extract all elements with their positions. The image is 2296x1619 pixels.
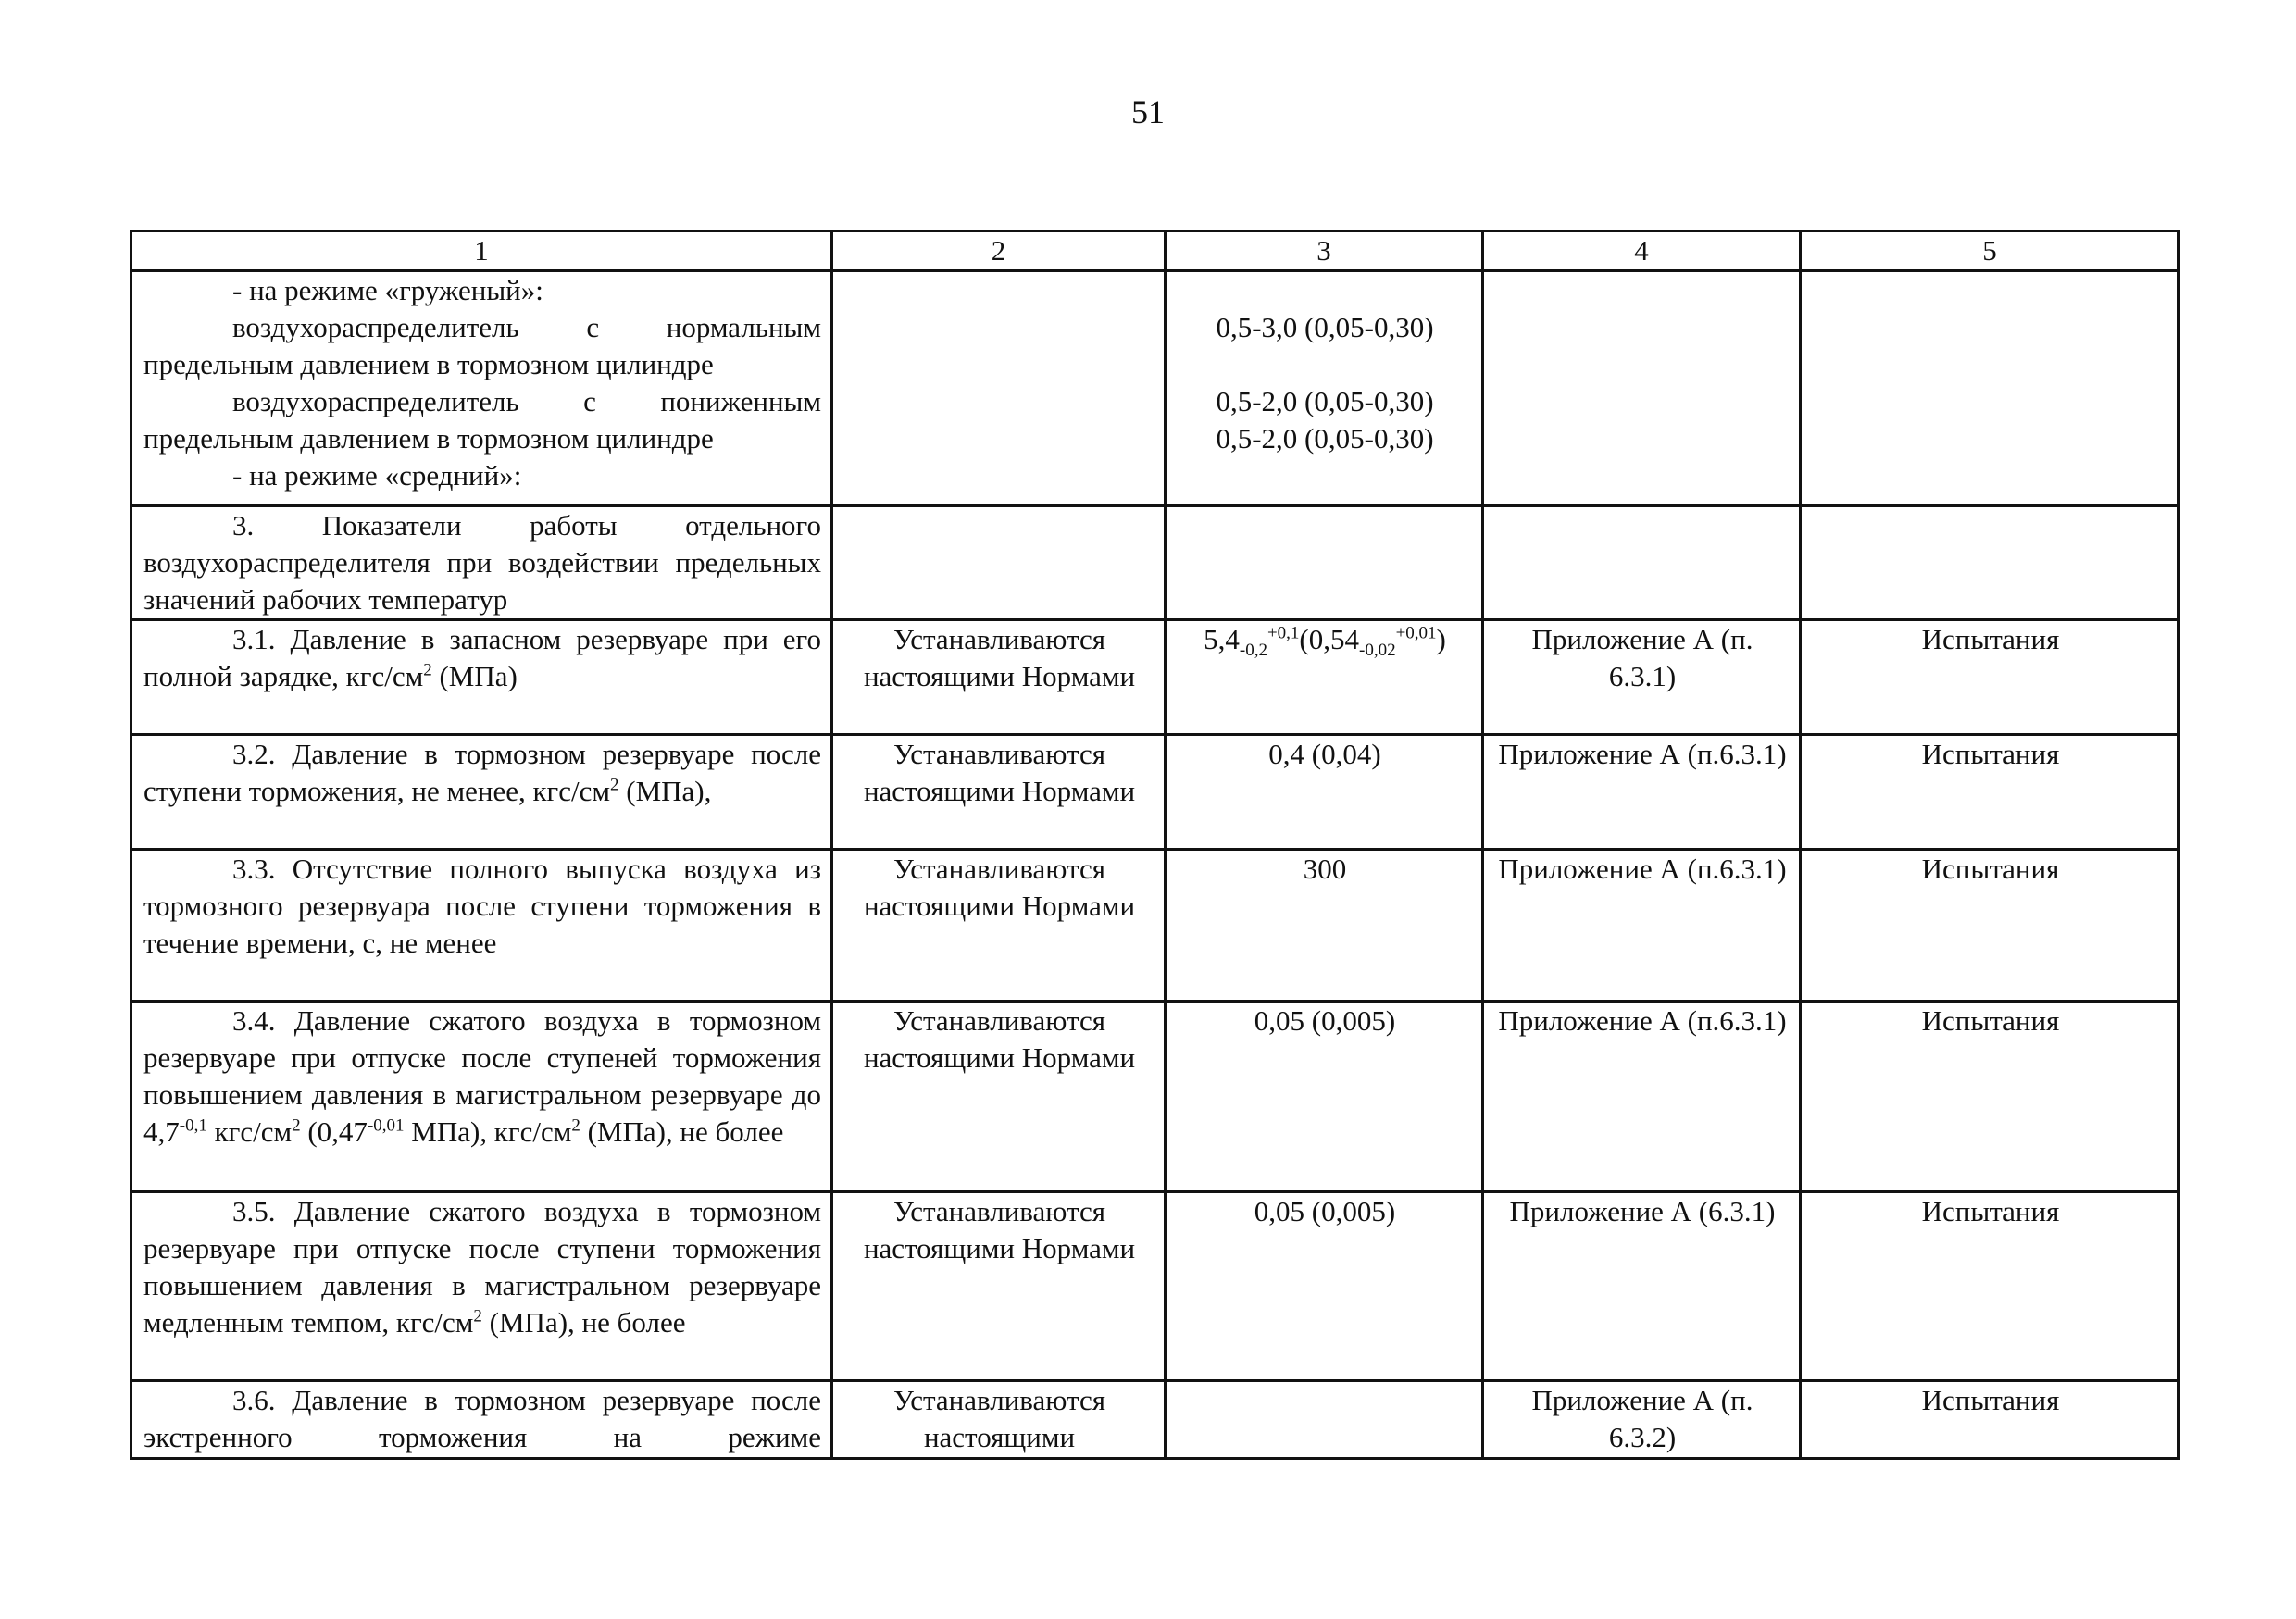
row-3-2-value: 0,4 (0,04) bbox=[1166, 735, 1483, 850]
mode-line-3: предельным давлением в тормозном цилиндре bbox=[144, 348, 714, 380]
row-3-2-method: Испытания bbox=[1801, 735, 2179, 850]
table-row bbox=[131, 620, 2179, 735]
section-3-cell-3 bbox=[1166, 506, 1483, 620]
mode-value-reduced: 0,5-2,0 (0,05-0,30) bbox=[1216, 385, 1434, 417]
table-row bbox=[131, 1381, 2179, 1459]
table-row-section-3 bbox=[131, 506, 2179, 620]
row-3-5-value: 0,05 (0,005) bbox=[1166, 1192, 1483, 1381]
section-3-cell-2 bbox=[832, 506, 1166, 620]
row-3-1-description: 3.1. Давление в запасном резервуаре при его полной зарядке, кгс/$см^2$ (МПа) bbox=[131, 620, 832, 735]
mode-description bbox=[131, 271, 832, 506]
mode-value-medium: 0,5-2,0 (0,05-0,30) bbox=[1216, 422, 1434, 455]
row-3-6-description: 3.6. Давление в тормозном резервуаре после экстренного торможения на режиме bbox=[131, 1381, 832, 1459]
row-3-1-basis: Устанавливаются настоящими Нормами bbox=[832, 620, 1166, 735]
header-col-1: 1 bbox=[131, 231, 832, 271]
header-col-4: 4 bbox=[1483, 231, 1801, 271]
row-3-5-reference: Приложение А (6.3.1) bbox=[1483, 1192, 1801, 1381]
row-3-6-value bbox=[1166, 1381, 1483, 1459]
row-3-1-reference: Приложение А (п. 6.3.1) bbox=[1483, 620, 1801, 735]
table-row bbox=[131, 850, 2179, 1002]
row-3-2-basis: Устанавливаются настоящими Нормами bbox=[832, 735, 1166, 850]
mode-line-5: предельным давлением в тормозном цилиндре bbox=[144, 422, 714, 455]
table-row bbox=[131, 1002, 2179, 1192]
row-3-3-method: Испытания bbox=[1801, 850, 2179, 1002]
mode-line-4: воздухораспределитель с пониженным bbox=[232, 385, 821, 417]
row-3-6-method: Испытания bbox=[1801, 1381, 2179, 1459]
section-3-heading: 3. Показатели работы отдельного воздухораспределителя при воздействии предельных значений рабочих температур bbox=[131, 506, 832, 620]
mode-cell-5 bbox=[1801, 271, 2179, 506]
row-3-2-reference: Приложение А (п.6.3.1) bbox=[1483, 735, 1801, 850]
table-row bbox=[131, 1192, 2179, 1381]
row-3-4-description: 3.4. Давление сжатого воздуха в тормозном резервуаре при отпуске после ступеней торможения повышением давления в магистральном резервуаре до $4,7^{-0,1}$ кгс/$см^2$ ($0,47^{-0,01}$ МПа), кгс/$см^2$ (МПа), не более bbox=[131, 1002, 832, 1192]
row-3-3-basis: Устанавливаются настоящими Нормами bbox=[832, 850, 1166, 1002]
row-3-4-value: 0,05 (0,005) bbox=[1166, 1002, 1483, 1192]
header-row bbox=[131, 231, 2179, 271]
mode-line-6: - на режиме «средний»: bbox=[232, 459, 522, 492]
table-row-mode bbox=[131, 271, 2179, 506]
row-3-4-basis: Устанавливаются настоящими Нормами bbox=[832, 1002, 1166, 1192]
mode-cell-2 bbox=[832, 271, 1166, 506]
row-3-3-value: 300 bbox=[1166, 850, 1483, 1002]
row-3-1-value: $5,4_{-0,2}^{+0,1}(0,54_{-0,02}^{+0,01})$ bbox=[1166, 620, 1483, 735]
row-3-2-description: 3.2. Давление в тормозном резервуаре после ступени торможения, не менее, кгс/$см^2$ (МПа), bbox=[131, 735, 832, 850]
mode-line-1: - на режиме «груженый»: bbox=[232, 274, 543, 306]
section-3-cell-5 bbox=[1801, 506, 2179, 620]
mode-values bbox=[1166, 271, 1483, 506]
row-3-1-method: Испытания bbox=[1801, 620, 2179, 735]
row-3-3-reference: Приложение А (п.6.3.1) bbox=[1483, 850, 1801, 1002]
row-3-4-reference: Приложение А (п.6.3.1) bbox=[1483, 1002, 1801, 1192]
header-col-5: 5 bbox=[1801, 231, 2179, 271]
row-3-5-basis: Устанавливаются настоящими Нормами bbox=[832, 1192, 1166, 1381]
row-3-6-basis: Устанавливаются настоящими bbox=[832, 1381, 1166, 1459]
row-3-3-description: 3.3. Отсутствие полного выпуска воздуха из тормозного резервуара после ступени торможения в течение времени, с, не менее bbox=[131, 850, 832, 1002]
mode-cell-4 bbox=[1483, 271, 1801, 506]
row-3-4-method: Испытания bbox=[1801, 1002, 2179, 1192]
header-col-2: 2 bbox=[832, 231, 1166, 271]
row-3-6-reference: Приложение А (п. 6.3.2) bbox=[1483, 1381, 1801, 1459]
row-3-5-description: 3.5. Давление сжатого воздуха в тормозном резервуаре при отпуске после ступени торможения повышением давления в магистральном резервуаре медленным темпом, кгс/$см^2$ (МПа), не более bbox=[131, 1192, 832, 1381]
mode-line-2: воздухораспределитель с нормальным bbox=[232, 311, 821, 343]
mode-value-normal: 0,5-3,0 (0,05-0,30) bbox=[1216, 311, 1434, 343]
header-col-3: 3 bbox=[1166, 231, 1483, 271]
requirements-table bbox=[130, 230, 2180, 1460]
page-number: 51 bbox=[1131, 93, 1165, 131]
row-3-5-method: Испытания bbox=[1801, 1192, 2179, 1381]
section-3-cell-4 bbox=[1483, 506, 1801, 620]
table-row bbox=[131, 735, 2179, 850]
